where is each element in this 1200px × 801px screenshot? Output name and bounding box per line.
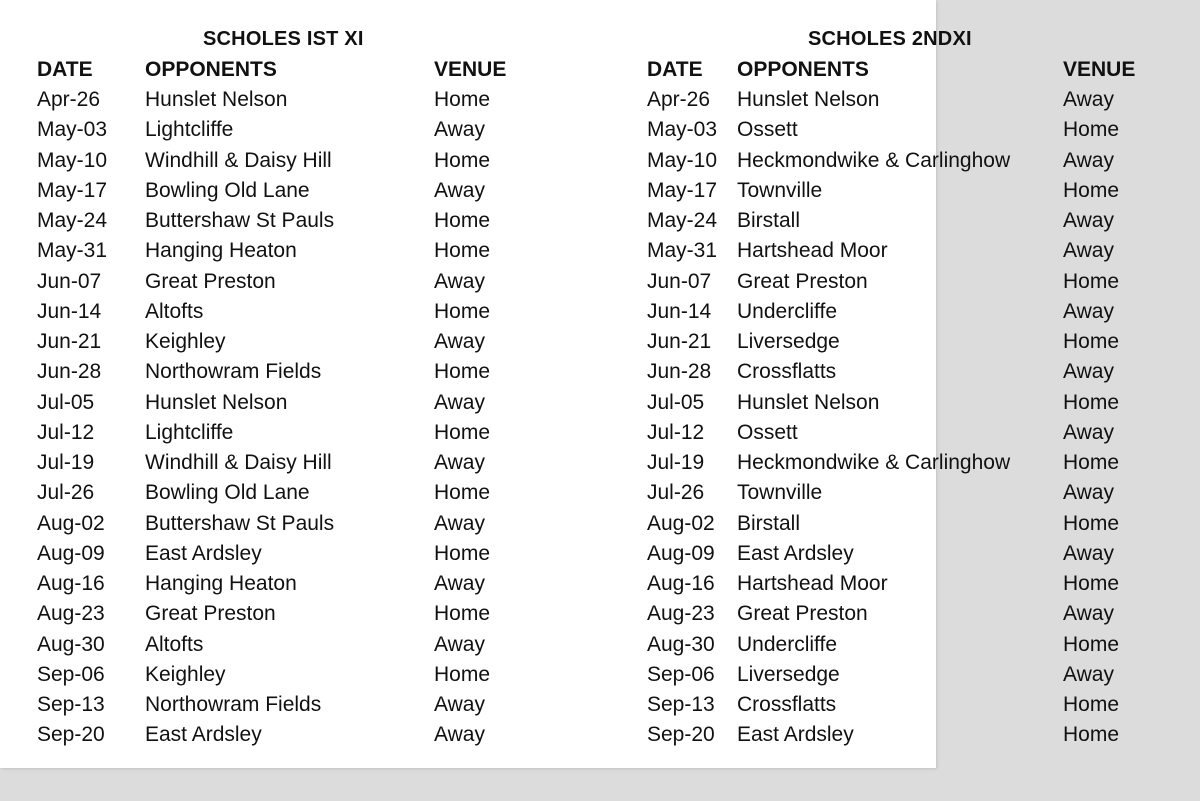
fixture-row	[0, 236, 1200, 266]
second-xi-fixture-opponent: Hunslet Nelson	[737, 390, 880, 414]
second-xi-fixture-opponent: Hunslet Nelson	[737, 88, 880, 111]
first-xi-fixture-venue: Home	[434, 299, 491, 323]
first-xi-fixture-opponent: Bowling Old Lane	[145, 178, 310, 202]
first-xi-fixture-venue: Home	[434, 481, 491, 505]
first-xi-fixture-venue: Home	[434, 662, 491, 686]
second-xi-fixture-opponent: Hartshead Moor	[737, 572, 888, 595]
first-xi-fixture-venue: Home	[434, 239, 491, 263]
fixture-row	[0, 176, 1200, 206]
first-xi-fixture-opponent: Hanging Heaton	[145, 572, 297, 595]
first-xi-fixture-opponent: Windhill & Daisy Hill	[145, 148, 332, 172]
first-xi-fixture-date: May-03	[37, 118, 108, 142]
second-xi-fixture-opponent: Townville	[737, 178, 823, 202]
second-xi-fixture-date: May-17	[647, 178, 718, 202]
first-xi-fixture-venue: Away	[434, 330, 485, 353]
second-xi-fixture-opponent: East Ardsley	[737, 723, 854, 747]
fixture-row	[0, 509, 1200, 539]
second-xi-fixture-opponent: Hartshead Moor	[737, 239, 888, 263]
first-xi-fixture-venue: Away	[434, 269, 485, 293]
second-xi-fixture-date: Aug-09	[647, 541, 715, 565]
second-xi-fixture-venue: Away	[1063, 360, 1114, 384]
second-xi-fixture-venue: Away	[1063, 88, 1114, 111]
first-xi-fixture-venue: Home	[434, 420, 491, 444]
second-xi-fixture-date: Jul-12	[647, 420, 705, 444]
second-xi-fixture-venue: Home	[1063, 178, 1120, 202]
first-xi-fixture-date: Jun-14	[37, 299, 102, 323]
second-xi-fixture-opponent: Heckmondwike & Carlinghow	[737, 451, 1011, 474]
second-xi-fixture-venue: Away	[1063, 602, 1114, 626]
fixture-row	[0, 85, 1200, 115]
first-xi-fixture-venue: Away	[434, 572, 485, 595]
second-xi-fixture-venue: Away	[1063, 209, 1114, 232]
second-xi-fixture-date: Aug-16	[647, 572, 715, 595]
first-xi-fixture-opponent: Altofts	[145, 299, 204, 323]
first-xi-fixture-date: Aug-23	[37, 602, 105, 626]
first-xi-fixture-opponent: Hunslet Nelson	[145, 88, 288, 111]
fixture-row	[0, 630, 1200, 660]
fixture-row	[0, 720, 1200, 750]
first-xi-fixture-opponent: Buttershaw St Pauls	[145, 209, 335, 232]
fixture-row	[0, 418, 1200, 448]
fixture-row	[0, 146, 1200, 176]
first-xi-fixture-date: May-31	[37, 239, 108, 263]
first-xi-fixture-venue: Away	[434, 178, 485, 202]
second-xi-fixture-date: Aug-02	[647, 511, 715, 535]
first-xi-fixture-date: May-17	[37, 178, 108, 202]
first-xi-fixture-opponent: Hanging Heaton	[145, 239, 297, 263]
fixture-row	[0, 660, 1200, 690]
fixture-row	[0, 690, 1200, 720]
first-xi-fixture-date: May-10	[37, 148, 108, 172]
second-xi-fixture-date: Jul-26	[647, 481, 705, 505]
second-xi-fixture-opponent: Great Preston	[737, 602, 868, 626]
second-xi-fixture-date: Jun-07	[647, 269, 712, 293]
fixture-row	[0, 478, 1200, 508]
second-xi-fixture-opponent: Liversedge	[737, 330, 840, 353]
second-xi-fixture-venue: Home	[1063, 632, 1120, 656]
second-xi-fixture-date: May-31	[647, 239, 718, 263]
fixture-row	[0, 448, 1200, 478]
second-xi-fixture-date: Aug-23	[647, 602, 715, 626]
fixture-row	[0, 539, 1200, 569]
fixture-row	[0, 388, 1200, 418]
first-xi-fixture-venue: Home	[434, 209, 491, 232]
second-xi-fixture-opponent: East Ardsley	[737, 541, 854, 565]
second-xi-fixture-venue: Home	[1063, 269, 1120, 293]
first-xi-venue-header: VENUE	[434, 58, 507, 81]
second-xi-fixture-opponent: Birstall	[737, 209, 801, 232]
second-xi-fixture-date: Jun-14	[647, 299, 712, 323]
first-xi-fixture-venue: Away	[434, 632, 485, 656]
first-xi-fixture-venue: Home	[434, 602, 491, 626]
first-xi-fixture-venue: Home	[434, 88, 491, 111]
second-xi-fixture-opponent: Birstall	[737, 511, 801, 535]
first-xi-fixture-date: Jun-07	[37, 269, 102, 293]
second-xi-fixture-opponent: Liversedge	[737, 662, 840, 686]
first-xi-fixture-date: Aug-16	[37, 572, 105, 595]
first-xi-fixture-opponent: Keighley	[145, 330, 226, 353]
second-xi-fixture-venue: Home	[1063, 723, 1120, 747]
second-xi-fixture-venue: Away	[1063, 481, 1114, 505]
second-xi-fixture-venue: Home	[1063, 118, 1120, 142]
first-xi-fixture-date: Jul-05	[37, 390, 95, 414]
first-xi-fixture-opponent: Lightcliffe	[145, 420, 234, 444]
second-xi-fixture-date: Jun-21	[647, 330, 712, 353]
first-xi-fixture-opponent: East Ardsley	[145, 723, 262, 747]
first-xi-fixture-opponent: Keighley	[145, 662, 226, 686]
first-xi-fixture-venue: Home	[434, 148, 491, 172]
first-xi-fixture-date: Jul-19	[37, 451, 95, 474]
first-xi-fixture-venue: Away	[434, 390, 485, 414]
second-xi-fixture-date: Aug-30	[647, 632, 715, 656]
first-xi-fixture-date: Jul-12	[37, 420, 95, 444]
first-xi-fixture-opponent: Windhill & Daisy Hill	[145, 451, 332, 474]
first-xi-fixture-date: Aug-02	[37, 511, 105, 535]
first-xi-fixture-opponent: Northowram Fields	[145, 360, 322, 384]
first-xi-fixture-opponent: Altofts	[145, 632, 204, 656]
fixture-row	[0, 115, 1200, 145]
fixture-row	[0, 599, 1200, 629]
first-xi-fixture-date: May-24	[37, 209, 108, 232]
first-xi-fixture-date: Sep-13	[37, 693, 105, 716]
first-xi-fixture-opponent: Buttershaw St Pauls	[145, 511, 335, 535]
second-xi-fixture-date: May-10	[647, 148, 718, 172]
first-xi-fixture-venue: Home	[434, 541, 491, 565]
second-xi-fixture-date: Jun-28	[647, 360, 712, 384]
second-xi-fixture-date: Sep-06	[647, 662, 715, 686]
second-xi-fixture-date: May-03	[647, 118, 718, 142]
second-xi-opponents-header: OPPONENTS	[737, 58, 869, 81]
first-xi-fixture-date: Aug-09	[37, 541, 105, 565]
second-xi-fixture-venue: Away	[1063, 541, 1114, 565]
first-xi-fixture-venue: Away	[434, 451, 485, 474]
second-xi-fixture-opponent: Undercliffe	[737, 299, 837, 323]
first-xi-fixture-date: Apr-26	[37, 88, 101, 111]
second-xi-fixture-opponent: Heckmondwike & Carlinghow	[737, 148, 1011, 172]
first-xi-fixture-opponent: Great Preston	[145, 602, 276, 626]
fixture-row	[0, 357, 1200, 387]
first-xi-date-header: DATE	[37, 58, 93, 81]
first-xi-fixture-opponent: Hunslet Nelson	[145, 390, 288, 414]
second-xi-fixture-venue: Away	[1063, 299, 1114, 323]
second-xi-fixture-date: Sep-20	[647, 723, 715, 747]
first-xi-fixture-date: Jun-28	[37, 360, 102, 384]
first-xi-fixture-opponent: Bowling Old Lane	[145, 481, 310, 505]
first-xi-fixture-venue: Away	[434, 511, 485, 535]
first-xi-fixture-venue: Away	[434, 723, 485, 747]
second-xi-fixture-opponent: Crossflatts	[737, 360, 837, 384]
second-xi-fixture-venue: Home	[1063, 511, 1120, 535]
first-xi-fixture-opponent: Northowram Fields	[145, 693, 322, 716]
second-xi-fixture-date: May-24	[647, 209, 718, 232]
first-xi-fixture-date: Jun-21	[37, 330, 102, 353]
second-xi-fixture-venue: Home	[1063, 451, 1120, 474]
first-xi-fixture-date: Sep-06	[37, 662, 105, 686]
second-xi-fixture-opponent: Undercliffe	[737, 632, 837, 656]
fixture-row	[0, 569, 1200, 599]
second-xi-fixture-venue: Away	[1063, 420, 1114, 444]
second-xi-fixture-venue: Home	[1063, 572, 1120, 595]
fixture-rows	[0, 85, 1200, 765]
first-xi-fixture-date: Aug-30	[37, 632, 105, 656]
first-xi-fixture-venue: Home	[434, 360, 491, 384]
first-xi-fixture-date: Jul-26	[37, 481, 95, 505]
fixture-row	[0, 327, 1200, 357]
second-xi-fixture-venue: Home	[1063, 390, 1120, 414]
second-xi-fixture-opponent: Townville	[737, 481, 823, 505]
first-xi-fixture-date: Sep-20	[37, 723, 105, 747]
first-xi-title: SCHOLES IST XI	[203, 28, 364, 50]
second-xi-fixture-opponent: Ossett	[737, 118, 798, 142]
second-xi-fixture-opponent: Great Preston	[737, 269, 868, 293]
fixture-row	[0, 297, 1200, 327]
second-xi-fixture-venue: Home	[1063, 330, 1120, 353]
second-xi-date-header: DATE	[647, 58, 703, 81]
second-xi-fixture-opponent: Crossflatts	[737, 693, 837, 716]
fixture-row	[0, 267, 1200, 297]
first-xi-fixture-venue: Away	[434, 118, 485, 142]
second-xi-fixture-date: Sep-13	[647, 693, 715, 716]
second-xi-fixture-venue: Home	[1063, 693, 1120, 716]
second-xi-fixture-venue: Away	[1063, 662, 1114, 686]
second-xi-title: SCHOLES 2NDXI	[808, 28, 972, 50]
second-xi-fixture-opponent: Ossett	[737, 420, 798, 444]
first-xi-fixture-opponent: Great Preston	[145, 269, 276, 293]
second-xi-fixture-date: Apr-26	[647, 88, 711, 111]
second-xi-fixture-date: Jul-05	[647, 390, 705, 414]
first-xi-fixture-venue: Away	[434, 693, 485, 716]
second-xi-fixture-venue: Away	[1063, 148, 1114, 172]
first-xi-fixture-opponent: Lightcliffe	[145, 118, 234, 142]
first-xi-fixture-opponent: East Ardsley	[145, 541, 262, 565]
first-xi-opponents-header: OPPONENTS	[145, 58, 277, 81]
second-xi-fixture-date: Jul-19	[647, 451, 705, 474]
fixture-row	[0, 206, 1200, 236]
second-xi-fixture-venue: Away	[1063, 239, 1114, 263]
second-xi-venue-header: VENUE	[1063, 58, 1136, 81]
